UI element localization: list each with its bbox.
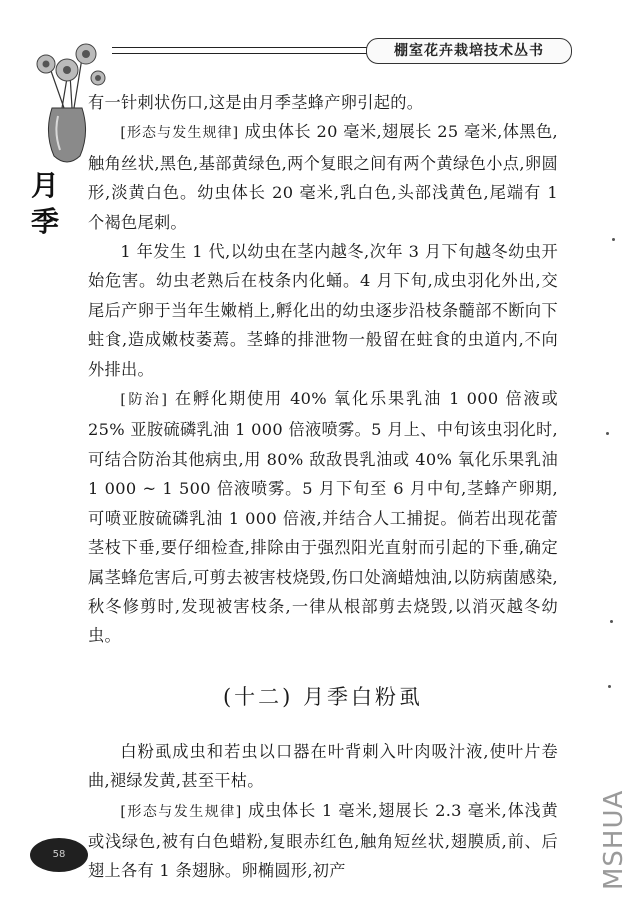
section-tag: [防治] <box>120 392 168 409</box>
paragraph <box>88 117 558 237</box>
paragraph <box>88 796 558 886</box>
header-rule-thin <box>112 53 374 54</box>
scan-speck <box>606 432 609 435</box>
scan-speck <box>610 620 613 623</box>
header-rule <box>112 47 374 48</box>
paragraph-text: 有一针刺状伤口,这是由月季茎蜂产卵引起的。 <box>88 93 424 112</box>
body-text <box>88 88 558 886</box>
paragraph <box>88 237 558 384</box>
scan-speck <box>612 238 615 241</box>
paragraph-text: 成虫体长 1 毫米,翅展长 2.3 毫米,体浅黄或浅绿色,被有白色蜡粉,复眼赤红色,触角短丝状,翅膜质,前、后翅上各有 1 条翅脉。卵椭圆形,初产 <box>88 800 558 881</box>
paragraph-text: 1 年发生 1 代,以幼虫在茎内越冬,次年 3 月下旬越冬幼虫开始危害。幼虫老熟后在枝条内化蛹。4 月下旬,成虫羽化外出,交尾后产卵于当年生嫩梢上,孵化出的幼虫逐步沿枝条髓部不断向下蛀食,造成嫩枝萎蔫。茎蜂的排泄物一般留在蛀食的虫道内,不向外排出。 <box>88 242 558 379</box>
section-tag: [形态与发生规律] <box>120 125 240 142</box>
side-title: 月季 <box>30 169 59 238</box>
section-heading: (十二) 月季白粉虱 <box>222 684 424 709</box>
watermark: MSHUA <box>599 789 629 890</box>
page-number: 58 <box>30 838 88 872</box>
paragraph-text: 在孵化期使用 40% 氧化乐果乳油 1 000 倍液或 25% 亚胺硫磷乳油 1 000 倍液喷雾。5 月上、中旬该虫羽化时,可结合防治其他病虫,用 80% 敌敌畏乳油或 40% 氧化乐果乳油 1 000 ~ 1 500 倍液喷雾。5 月下旬至 6 月中旬,茎蜂产卵期,可喷亚胺硫磷乳油 1 000 倍液,并结合人工捕捉。倘若出现花蕾茎枝下垂,要仔细检查,排除由于强烈阳光直射而引起的下垂,确定属茎蜂危害后,可剪去被害枝烧毁,伤口处滴蜡烛油,以防病菌感染,秋冬修剪时,发现被害枝条,一律从根部剪去烧毁,以消灭越冬幼虫。 <box>88 389 558 646</box>
section-tag: [形态与发生规律] <box>120 803 243 820</box>
paragraph <box>88 384 558 651</box>
series-title-badge: 棚室花卉栽培技术丛书 <box>366 38 572 64</box>
paragraph-text: 成虫体长 20 毫米,翅展长 25 毫米,体黑色,触角丝状,黑色,基部黄绿色,两个复眼之间有两个黄绿色小点,卵圆形,淡黄白色。幼虫体长 20 毫米,乳白色,头部浅黄色,尾端有 1 个褐色尾刺。 <box>88 122 558 232</box>
paragraph-text: 白粉虱成虫和若虫以口器在叶背刺入叶肉吸汁液,使叶片卷曲,褪绿发黄,甚至干枯。 <box>88 741 558 791</box>
paragraph <box>88 88 558 117</box>
scan-speck <box>608 685 611 688</box>
paragraph <box>88 737 558 796</box>
